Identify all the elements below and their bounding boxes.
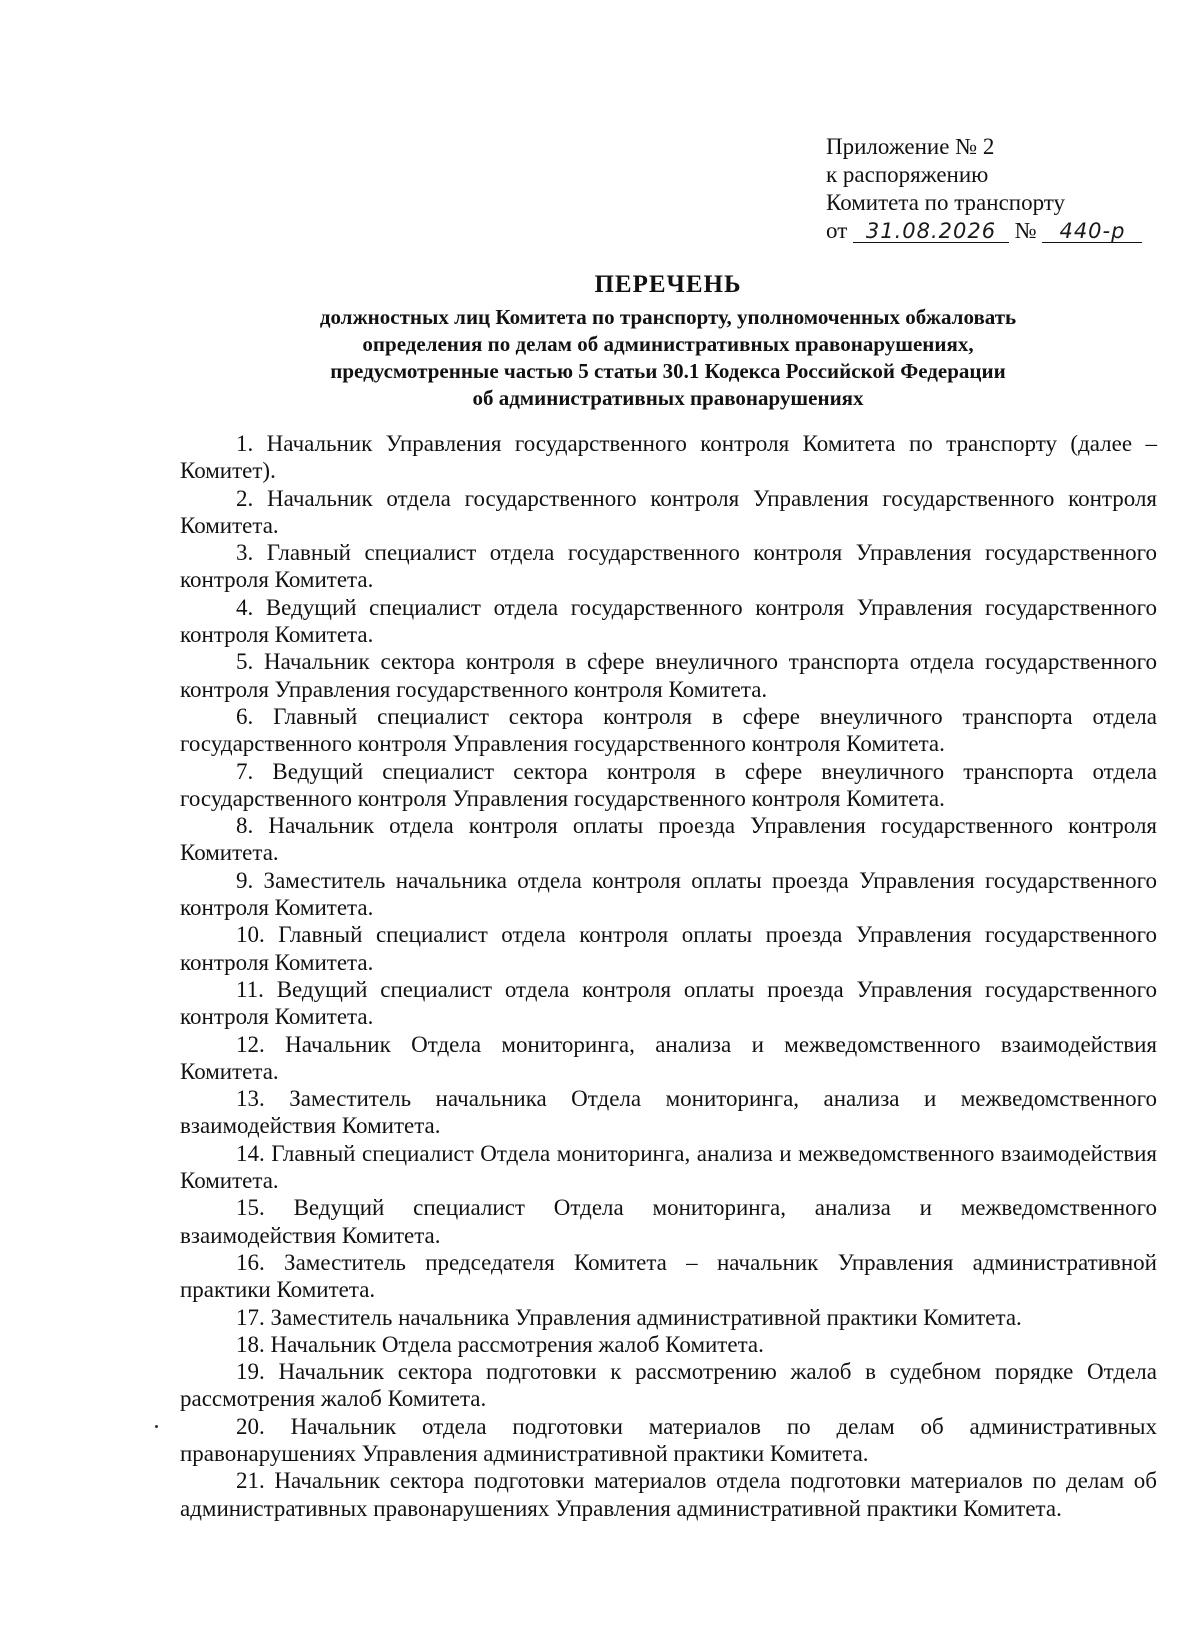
- list-item: 4. Ведущий специалист отдела государственного контроля Управления государственного контроля Комитета.: [180, 594, 1157, 648]
- list-item: 7. Ведущий специалист сектора контроля в сфере внеуличного транспорта отдела государственного контроля Управления государственного контроля Комитета.: [180, 758, 1157, 811]
- list-item: 5. Начальник сектора контроля в сфере внеуличного транспорта отдела государственного контроля Управления государственного контроля Комитета.: [180, 649, 1157, 702]
- list-item: 6. Главный специалист сектора контроля в сфере внеуличного транспорта отдела государственного контроля Управления государственного контроля Комитета.: [180, 703, 1157, 757]
- list-item: 8. Начальник отдела контроля оплаты проезда Управления государственного контроля Комитета.: [180, 813, 1157, 866]
- officials-list: [180, 430, 1157, 1522]
- list-item: 17. Заместитель начальника Управления административной практики Комитета.: [236, 1304, 1022, 1330]
- list-item: 20. Начальник отдела подготовки материалов по делам об административных правонарушениях Управления административной практики Комитета.: [180, 1413, 1157, 1466]
- list-item: 16. Заместитель председателя Комитета – начальник Управления административной практики Комитета.: [180, 1249, 1157, 1303]
- list-item: 10. Главный специалист отдела контроля оплаты проезда Управления государственного контроля Комитета.: [180, 922, 1157, 975]
- appendix-order-ref: к распоряжению: [826, 162, 989, 187]
- from-label: от: [826, 218, 848, 243]
- list-item: 3. Главный специалист отдела государственного контроля Управления государственного контроля Комитета.: [180, 540, 1157, 593]
- list-item: 12. Начальник Отдела мониторинга, анализа и межведомственного взаимодействия Комитета.: [180, 1031, 1157, 1084]
- list-item: 15. Ведущий специалист Отдела мониторинга, анализа и межведомственного взаимодействия Комитета.: [180, 1195, 1157, 1248]
- list-item: 2. Начальник отдела государственного контроля Управления государственного контроля Комитета.: [180, 485, 1157, 538]
- title-subline: предусмотренные частью 5 статьи 30.1 Кодекса Российской Федерации: [330, 359, 1006, 383]
- handwritten-date: 31.08.2026: [853, 220, 1009, 243]
- list-item: 19. Начальник сектора подготовки к рассмотрению жалоб в судебном порядке Отдела рассмотрения жалоб Комитета.: [180, 1359, 1157, 1412]
- appendix-number: Приложение № 2: [826, 134, 995, 159]
- appendix-header: [826, 133, 1166, 245]
- document-title-block: [180, 268, 1156, 412]
- title-subline: должностных лиц Комитета по транспорту, уполномоченных обжаловать: [319, 305, 1017, 329]
- appendix-committee: Комитета по транспорту: [826, 190, 1066, 215]
- scan-speck: [155, 1425, 158, 1428]
- title-subline: об административных правонарушениях: [472, 386, 864, 410]
- list-item: 14. Главный специалист Отдела мониторинга, анализа и межведомственного взаимодействия Комитета.: [180, 1140, 1157, 1194]
- appendix-date-number-line: [826, 217, 1166, 245]
- list-item: 11. Ведущий специалист отдела контроля оплаты проезда Управления государственного контроля Комитета.: [180, 976, 1157, 1030]
- list-item: 18. Начальник Отдела рассмотрения жалоб Комитета.: [236, 1331, 764, 1357]
- list-item: 1. Начальник Управления государственного контроля Комитета по транспорту (далее – Комитет).: [180, 431, 1157, 484]
- title-subline: определения по делам об административных правонарушениях,: [362, 332, 974, 356]
- handwritten-number: 440-р: [1042, 220, 1142, 243]
- list-item: 13. Заместитель начальника Отдела мониторинга, анализа и межведомственного взаимодействия Комитета.: [180, 1086, 1157, 1139]
- number-label: №: [1014, 218, 1037, 243]
- list-item: 21. Начальник сектора подготовки материалов отдела подготовки материалов по делам об административных правонарушениях Управления административной практики Комитета.: [180, 1468, 1157, 1521]
- document-title: ПЕРЕЧЕНЬ: [594, 271, 742, 298]
- list-item: 9. Заместитель начальника отдела контроля оплаты проезда Управления государственного контроля Комитета.: [180, 867, 1157, 921]
